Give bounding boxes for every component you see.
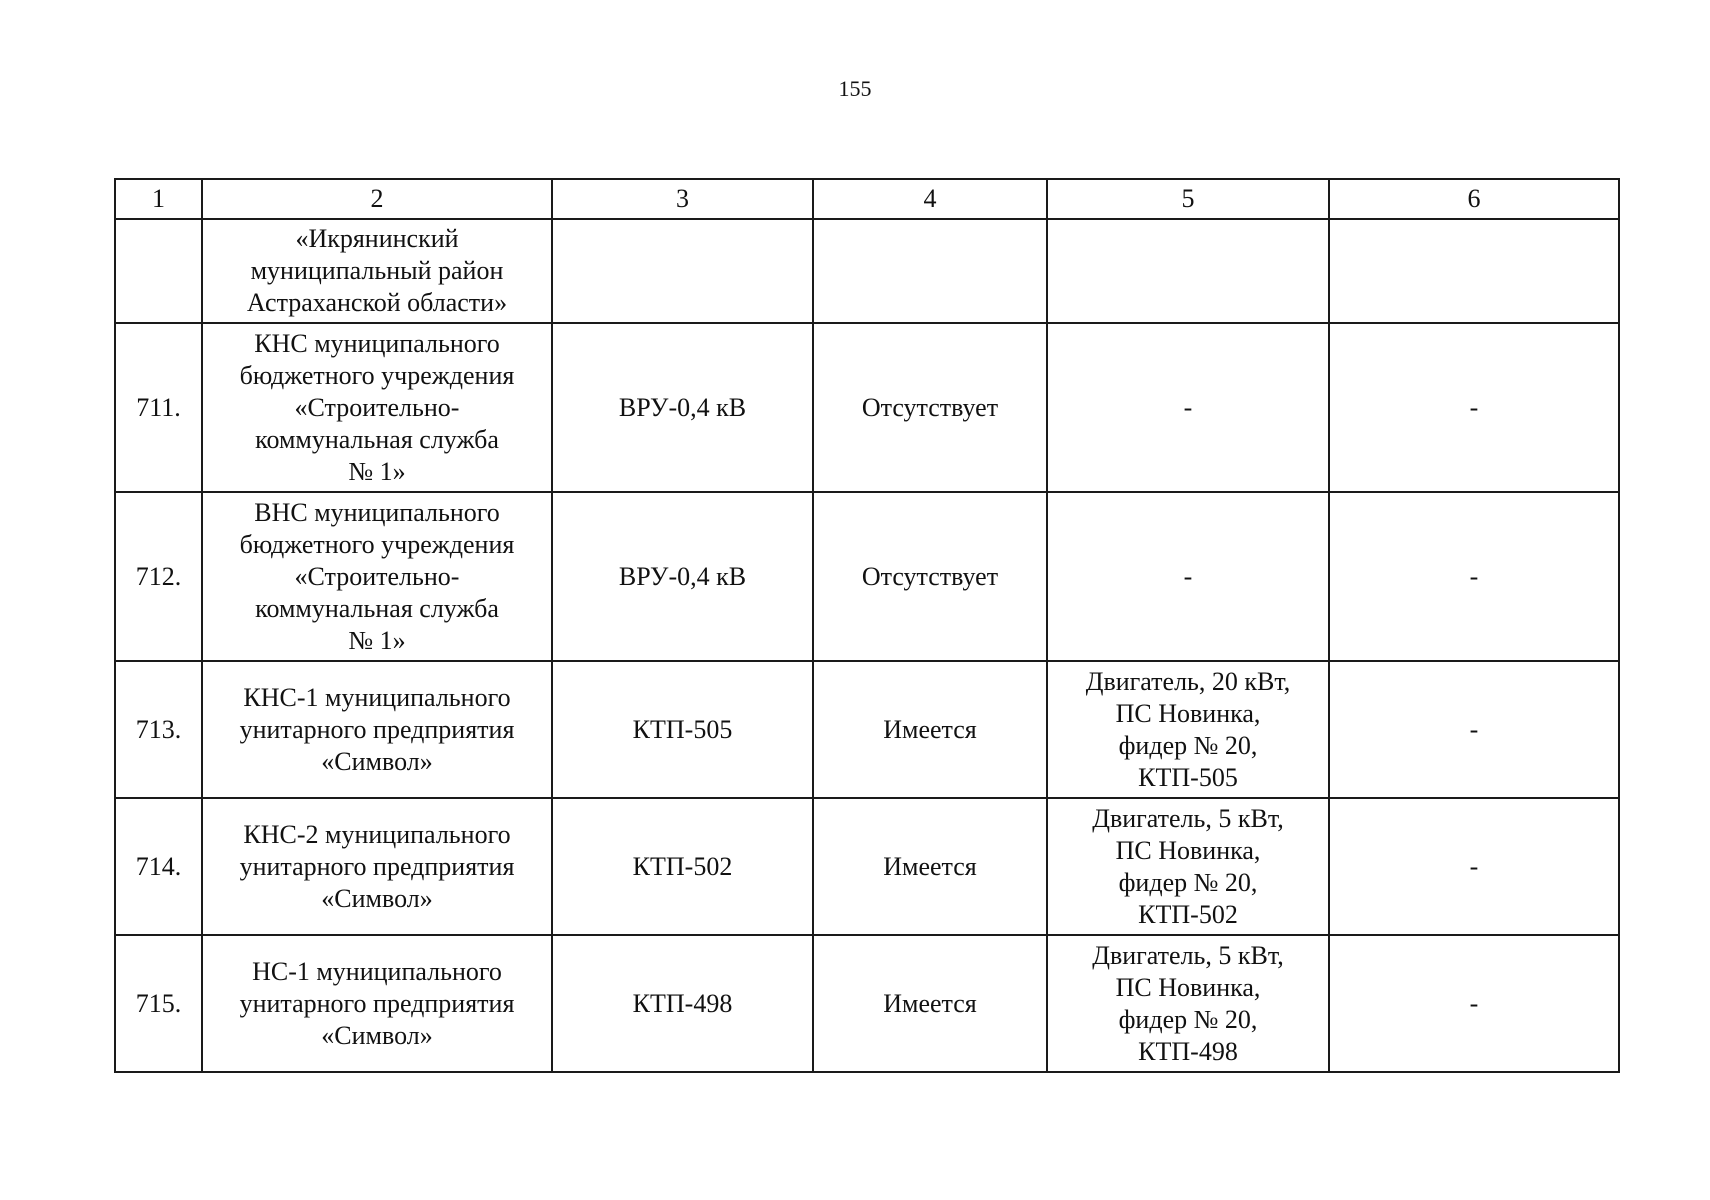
status-cell <box>813 219 1047 323</box>
table-row <box>115 219 1619 323</box>
details-cell: Двигатель, 5 кВт, ПС Новинка, фидер № 20, КТП-502 <box>1047 798 1329 935</box>
status-cell: Имеется <box>813 661 1047 798</box>
object-name-cell: ВНС муниципального бюджетного учреждения «Строительно- коммунальная служба № 1» <box>202 492 552 661</box>
row-number-cell: 711. <box>115 323 202 492</box>
note-cell <box>1329 219 1619 323</box>
object-name-cell: КНС-2 муниципального унитарного предприятия «Символ» <box>202 798 552 935</box>
power-source-cell: КТП-502 <box>552 798 813 935</box>
note-cell: - <box>1329 661 1619 798</box>
column-header: 3 <box>552 179 813 219</box>
object-name-cell: НС-1 муниципального унитарного предприятия «Символ» <box>202 935 552 1072</box>
row-number-cell: 712. <box>115 492 202 661</box>
power-source-cell: ВРУ-0,4 кВ <box>552 492 813 661</box>
row-number-cell: 715. <box>115 935 202 1072</box>
table-row <box>115 323 1619 492</box>
object-name-cell: КНС-1 муниципального унитарного предприятия «Символ» <box>202 661 552 798</box>
power-source-cell <box>552 219 813 323</box>
status-cell: Отсутствует <box>813 323 1047 492</box>
note-cell: - <box>1329 798 1619 935</box>
object-name-cell: «Икрянинский муниципальный район Астраханской области» <box>202 219 552 323</box>
note-cell: - <box>1329 935 1619 1072</box>
row-number-cell: 713. <box>115 661 202 798</box>
note-cell: - <box>1329 323 1619 492</box>
object-name-cell: КНС муниципального бюджетного учреждения «Строительно- коммунальная служба № 1» <box>202 323 552 492</box>
row-number-cell: 714. <box>115 798 202 935</box>
power-source-cell: КТП-505 <box>552 661 813 798</box>
table-row <box>115 798 1619 935</box>
status-cell: Отсутствует <box>813 492 1047 661</box>
column-header: 2 <box>202 179 552 219</box>
note-cell: - <box>1329 492 1619 661</box>
column-header: 4 <box>813 179 1047 219</box>
row-number-cell <box>115 219 202 323</box>
status-cell: Имеется <box>813 935 1047 1072</box>
power-source-cell: ВРУ-0,4 кВ <box>552 323 813 492</box>
data-table <box>114 178 1620 1073</box>
details-cell: Двигатель, 20 кВт, ПС Новинка, фидер № 20, КТП-505 <box>1047 661 1329 798</box>
power-source-cell: КТП-498 <box>552 935 813 1072</box>
column-header: 5 <box>1047 179 1329 219</box>
table-row <box>115 661 1619 798</box>
details-cell: Двигатель, 5 кВт, ПС Новинка, фидер № 20, КТП-498 <box>1047 935 1329 1072</box>
table-row <box>115 935 1619 1072</box>
page-number: 155 <box>838 76 872 101</box>
details-cell <box>1047 219 1329 323</box>
details-cell: - <box>1047 492 1329 661</box>
table-header-row <box>115 179 1619 219</box>
status-cell: Имеется <box>813 798 1047 935</box>
details-cell: - <box>1047 323 1329 492</box>
column-header: 6 <box>1329 179 1619 219</box>
column-header: 1 <box>115 179 202 219</box>
table-row <box>115 492 1619 661</box>
